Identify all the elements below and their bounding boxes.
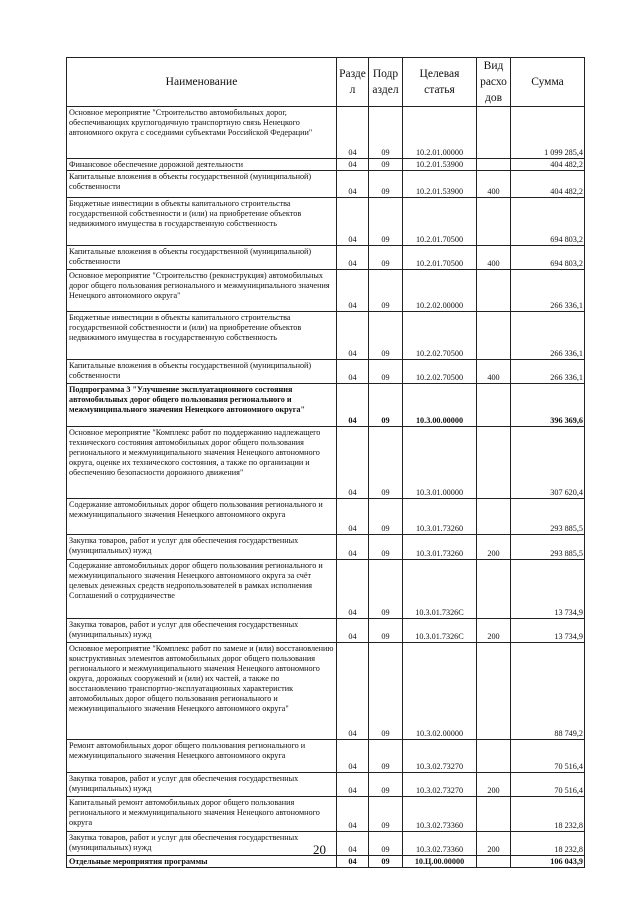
cell-amount: 1 099 285,4: [511, 107, 585, 159]
cell-amount: 307 620,4: [511, 427, 585, 499]
table-row: [67, 159, 585, 171]
cell-subsection: 09: [369, 832, 403, 856]
table-row: [67, 384, 585, 427]
cell-section: 04: [337, 159, 369, 171]
cell-section: 04: [337, 270, 369, 312]
cell-amount: 266 336,1: [511, 270, 585, 312]
table-row: [67, 107, 585, 159]
cell-target: 10.3.01.7326C: [403, 619, 477, 643]
cell-expense-type: [477, 499, 511, 535]
cell-subsection: 09: [369, 360, 403, 384]
cell-subsection: 09: [369, 312, 403, 360]
cell-subsection: 09: [369, 773, 403, 797]
cell-target: 10.2.02.70500: [403, 360, 477, 384]
cell-expense-type: [477, 384, 511, 427]
cell-section: 04: [337, 740, 369, 773]
cell-subsection: 09: [369, 384, 403, 427]
cell-subsection: 09: [369, 797, 403, 832]
cell-name: Капитальные вложения в объекты государственной (муниципальной) собственности: [67, 171, 337, 198]
table-row: [67, 560, 585, 619]
cell-section: 04: [337, 619, 369, 643]
cell-target: 10.3.00.00000: [403, 384, 477, 427]
cell-section: 04: [337, 560, 369, 619]
cell-expense-type: [477, 427, 511, 499]
table-row: [67, 270, 585, 312]
cell-name: Подпрограмма 3 "Улучшение эксплуатационного состояния автомобильных дорог общего пользования регионального и межмуниципального значения Ненецкого автономного округа": [67, 384, 337, 427]
table-row: [67, 740, 585, 773]
table-row: [67, 535, 585, 560]
cell-target: 10.3.02.73270: [403, 740, 477, 773]
cell-expense-type: 400: [477, 171, 511, 198]
cell-subsection: 09: [369, 159, 403, 171]
cell-name: Содержание автомобильных дорог общего пользования регионального и межмуниципального значения Ненецкого автономного округа: [67, 499, 337, 535]
cell-section: 04: [337, 832, 369, 856]
cell-section: 04: [337, 384, 369, 427]
cell-subsection: 09: [369, 740, 403, 773]
cell-target: 10.Ц.00.00000: [403, 856, 477, 868]
cell-amount: 694 803,2: [511, 198, 585, 246]
cell-target: 10.2.01.53900: [403, 159, 477, 171]
cell-subsection: 09: [369, 643, 403, 740]
cell-amount: 266 336,1: [511, 360, 585, 384]
cell-name: Закупка товаров, работ и услуг для обеспечения государственных (муниципальных) нужд: [67, 832, 337, 856]
budget-table: [66, 57, 585, 868]
cell-subsection: 09: [369, 198, 403, 246]
cell-name: Бюджетные инвестиции в объекты капитального строительства государственной собственности и (или) на приобретение объектов недвижимого имущества в государственную собственность: [67, 198, 337, 246]
cell-section: 04: [337, 797, 369, 832]
cell-expense-type: 400: [477, 246, 511, 270]
cell-section: 04: [337, 535, 369, 560]
cell-subsection: 09: [369, 856, 403, 868]
cell-name: Финансовое обеспечение дорожной деятельности: [67, 159, 337, 171]
cell-name: Капитальные вложения в объекты государственной (муниципальной) собственности: [67, 246, 337, 270]
cell-target: 10.3.02.73360: [403, 797, 477, 832]
cell-expense-type: [477, 270, 511, 312]
cell-name: Основное мероприятие "Комплекс работ по замене и (или) восстановлению конструктивных элементов автомобильных дорог общего пользования регионального и межмуниципального значения Ненецкого автономного округа, дорожных сооружений и (или) их частей, а также по восстановлению транспортно-эксплуатационных характеристик автомобильных дорог общего пользования регионального и межмуниципального значения Ненецкого автономного округа": [67, 643, 337, 740]
cell-section: 04: [337, 107, 369, 159]
cell-subsection: 09: [369, 560, 403, 619]
cell-amount: 266 336,1: [511, 312, 585, 360]
header-section: Разде л: [337, 58, 369, 107]
cell-expense-type: [477, 312, 511, 360]
cell-subsection: 09: [369, 270, 403, 312]
cell-amount: 70 516,4: [511, 773, 585, 797]
cell-amount: 404 482,2: [511, 159, 585, 171]
cell-name: Основное мероприятие "Строительство автомобильных дорог, обеспечивающих круглогодичную транспортную связь Ненецкого автономного округа с соседними субъектами Российской Федерации": [67, 107, 337, 159]
cell-amount: 88 749,2: [511, 643, 585, 740]
cell-expense-type: 200: [477, 619, 511, 643]
cell-section: 04: [337, 773, 369, 797]
cell-name: Бюджетные инвестиции в объекты капитального строительства государственной собственности и (или) на приобретение объектов недвижимого имущества в государственную собственность: [67, 312, 337, 360]
table-row: [67, 773, 585, 797]
cell-amount: 18 232,8: [511, 832, 585, 856]
cell-subsection: 09: [369, 171, 403, 198]
cell-name: Основное мероприятие "Комплекс работ по поддержанию надлежащего технического состояния автомобильных дорог общего пользования регионального и межмуниципального значения Ненецкого автономного округа, оценке их технического состояния, а также по организации и обеспечению безопасности дорожного движения": [67, 427, 337, 499]
cell-section: 04: [337, 171, 369, 198]
cell-target: 10.2.01.00000: [403, 107, 477, 159]
cell-section: 04: [337, 856, 369, 868]
cell-target: 10.2.02.70500: [403, 312, 477, 360]
table-row: [67, 246, 585, 270]
cell-section: 04: [337, 499, 369, 535]
cell-expense-type: 200: [477, 535, 511, 560]
cell-amount: 396 369,6: [511, 384, 585, 427]
cell-name: Закупка товаров, работ и услуг для обеспечения государственных (муниципальных) нужд: [67, 773, 337, 797]
cell-target: 10.3.02.00000: [403, 643, 477, 740]
cell-expense-type: [477, 740, 511, 773]
table-row: [67, 619, 585, 643]
cell-amount: 106 043,9: [511, 856, 585, 868]
cell-expense-type: [477, 797, 511, 832]
cell-subsection: 09: [369, 535, 403, 560]
cell-target: 10.2.02.00000: [403, 270, 477, 312]
cell-section: 04: [337, 427, 369, 499]
cell-amount: 293 885,5: [511, 535, 585, 560]
cell-subsection: 09: [369, 246, 403, 270]
table-row: [67, 797, 585, 832]
cell-target: 10.2.01.70500: [403, 246, 477, 270]
table-row: [67, 312, 585, 360]
cell-amount: 13 734,9: [511, 619, 585, 643]
cell-name: Капитальный ремонт автомобильных дорог общего пользования регионального и межмуниципального значения Ненецкого автономного округа: [67, 797, 337, 832]
table-row: [67, 360, 585, 384]
cell-target: 10.3.01.00000: [403, 427, 477, 499]
cell-subsection: 09: [369, 107, 403, 159]
cell-subsection: 09: [369, 427, 403, 499]
cell-section: 04: [337, 360, 369, 384]
cell-amount: 13 734,9: [511, 560, 585, 619]
cell-name: Основное мероприятие "Строительство (реконструкция) автомобильных дорог общего пользования регионального и межмуниципального значения Ненецкого автономного округа": [67, 270, 337, 312]
cell-expense-type: [477, 198, 511, 246]
cell-name: Ремонт автомобильных дорог общего пользования регионального и межмуниципального значения Ненецкого автономного округа: [67, 740, 337, 773]
header-subsection: Подр аздел: [369, 58, 403, 107]
cell-expense-type: 400: [477, 360, 511, 384]
table-row: [67, 427, 585, 499]
cell-target: 10.2.01.53900: [403, 171, 477, 198]
header-amount: Сумма: [511, 58, 585, 107]
cell-target: 10.2.01.70500: [403, 198, 477, 246]
cell-section: 04: [337, 198, 369, 246]
table-header-row: [67, 58, 585, 107]
cell-expense-type: [477, 107, 511, 159]
cell-target: 10.3.01.73260: [403, 535, 477, 560]
cell-amount: 293 885,5: [511, 499, 585, 535]
header-expense-type: Вид расхо дов: [477, 58, 511, 107]
cell-name: Содержание автомобильных дорог общего пользования регионального и межмуниципального значения Ненецкого автономного округа за счёт целевых денежных средств недропользователей в рамках исполнения Соглашений о сотрудничестве: [67, 560, 337, 619]
cell-amount: 70 516,4: [511, 740, 585, 773]
cell-expense-type: 200: [477, 773, 511, 797]
cell-amount: 694 803,2: [511, 246, 585, 270]
header-name: Наименование: [67, 58, 337, 107]
table-row: [67, 499, 585, 535]
cell-target: 10.3.02.73270: [403, 773, 477, 797]
cell-section: 04: [337, 246, 369, 270]
cell-name: Капитальные вложения в объекты государственной (муниципальной) собственности: [67, 360, 337, 384]
cell-name: Закупка товаров, работ и услуг для обеспечения государственных (муниципальных) нужд: [67, 535, 337, 560]
cell-section: 04: [337, 643, 369, 740]
cell-target: 10.3.01.73260: [403, 499, 477, 535]
cell-name: Отдельные мероприятия программы: [67, 856, 337, 868]
cell-target: 10.3.02.73360: [403, 832, 477, 856]
cell-subsection: 09: [369, 619, 403, 643]
table-row: [67, 171, 585, 198]
table-body: [67, 107, 585, 868]
cell-subsection: 09: [369, 499, 403, 535]
cell-amount: 18 232,8: [511, 797, 585, 832]
cell-expense-type: [477, 560, 511, 619]
cell-expense-type: 200: [477, 832, 511, 856]
cell-section: 04: [337, 312, 369, 360]
cell-amount: 404 482,2: [511, 171, 585, 198]
table-row: [67, 643, 585, 740]
header-target: Целевая статья: [403, 58, 477, 107]
cell-expense-type: [477, 159, 511, 171]
cell-expense-type: [477, 643, 511, 740]
cell-target: 10.3.01.7326C: [403, 560, 477, 619]
page-number: 20: [313, 842, 326, 857]
cell-name: Закупка товаров, работ и услуг для обеспечения государственных (муниципальных) нужд: [67, 619, 337, 643]
table-row: [67, 198, 585, 246]
